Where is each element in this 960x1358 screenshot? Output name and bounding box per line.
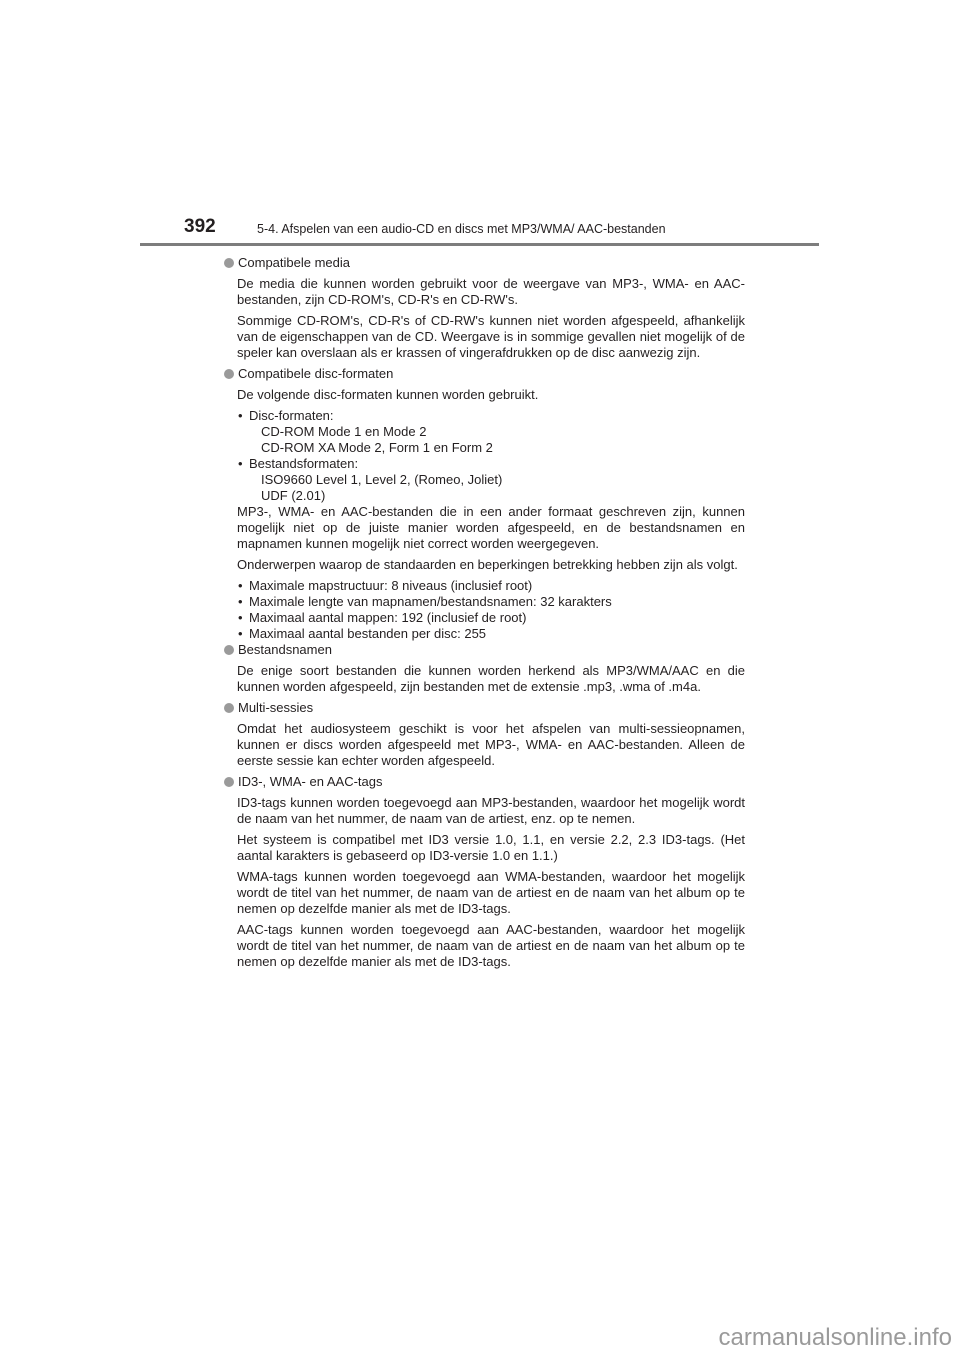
list-item: • Maximale mapstructuur: 8 niveaus (inclusief root) — [237, 578, 745, 594]
watermark-link[interactable]: carmanualsonline.info — [718, 1324, 952, 1351]
paragraph: De volgende disc-formaten kunnen worden gebruikt. — [237, 387, 539, 402]
bullet-dot-icon — [224, 258, 234, 268]
bullet-dot-icon — [224, 703, 234, 713]
header-rule — [140, 243, 819, 246]
limits-list — [237, 578, 745, 642]
heading-text: Multi-sessies — [238, 700, 314, 715]
sub-item: CD-ROM Mode 1 en Mode 2 — [261, 424, 427, 439]
list-item — [237, 408, 745, 456]
page-content — [224, 255, 745, 975]
heading-text: ID3-, WMA- en AAC-tags — [238, 774, 383, 789]
paragraph: De enige soort bestanden die kunnen worden herkend als MP3/WMA/AAC en die kunnen worden afgespeeld, zijn bestanden met de extensie .mp3, .wma of .m4a. — [237, 663, 745, 694]
section-heading — [224, 774, 745, 790]
paragraph: Onderwerpen waarop de standaarden en beperkingen betrekking hebben zijn als volgt. — [237, 557, 738, 572]
list-item: • Maximaal aantal bestanden per disc: 255 — [237, 626, 745, 642]
paragraph: MP3-, WMA- en AAC-bestanden die in een ander formaat geschreven zijn, kunnen mogelijk niet op de juiste manier worden afgespeeld, en de bestandsnamen en mapnamen kunnen mogelijk niet correct worden weergegeven. — [237, 504, 745, 551]
paragraph: ID3-tags kunnen worden toegevoegd aan MP3-bestanden, waardoor het mogelijk wordt de naam van het nummer, de naam van de artiest, enz. op te nemen. — [237, 795, 745, 826]
bullet-dot-icon — [224, 645, 234, 655]
format-list — [237, 408, 745, 504]
paragraph: De media die kunnen worden gebruikt voor de weergave van MP3-, WMA- en AAC-bestanden, zijn CD-ROM's, CD-R's en CD-RW's. — [237, 276, 745, 307]
paragraph: AAC-tags kunnen worden toegevoegd aan AAC-bestanden, waardoor het mogelijk wordt de titel van het nummer, de naam van de artiest en de naam van het album op te nemen op dezelfde manier als met de ID3-tags. — [237, 922, 745, 969]
section-heading — [224, 642, 745, 658]
heading-text: Compatibele media — [238, 255, 351, 270]
heading-text: Compatibele disc-formaten — [238, 366, 394, 381]
list-item: • Maximale lengte van mapnamen/bestandsnamen: 32 karakters — [237, 594, 745, 610]
paragraph: Het systeem is compatibel met ID3 versie 1.0, 1.1, en versie 2.2, 2.3 ID3-tags. (Het aantal karakters is gebaseerd op ID3-versie 1.0 en 1.1.) — [237, 832, 745, 863]
list-label: Bestandsformaten: — [249, 456, 359, 471]
sub-item: CD-ROM XA Mode 2, Form 1 en Form 2 — [261, 440, 493, 455]
bullet-dot-icon — [224, 369, 234, 379]
page-number: 392 — [184, 216, 216, 237]
paragraph: WMA-tags kunnen worden toegevoegd aan WMA-bestanden, waardoor het mogelijk wordt de titel van het nummer, de naam van de artiest en de naam van het album op te nemen op dezelfde manier als met de ID3-tags. — [237, 869, 745, 916]
sub-item: ISO9660 Level 1, Level 2, (Romeo, Joliet) — [261, 472, 503, 487]
sub-item: UDF (2.01) — [261, 488, 326, 503]
section-heading — [224, 700, 745, 716]
list-item: • Maximaal aantal mappen: 192 (inclusief de root) — [237, 610, 745, 626]
heading-text: Bestandsnamen — [238, 642, 332, 657]
paragraph: Sommige CD-ROM's, CD-R's of CD-RW's kunnen niet worden afgespeeld, afhankelijk van de eigenschappen van de CD. Weergave is in sommige gevallen niet mogelijk of de speler kan overslaan als er krassen of vingerafdrukken op de disc aanwezig zijn. — [237, 313, 745, 360]
list-item — [237, 456, 745, 504]
list-label: Disc-formaten: — [249, 408, 334, 423]
bullet-dot-icon — [224, 777, 234, 787]
section-title: 5-4. Afspelen van een audio-CD en discs met MP3/WMA/ AAC-bestanden — [257, 222, 666, 236]
section-heading — [224, 255, 745, 271]
section-heading — [224, 366, 745, 382]
paragraph: Omdat het audiosysteem geschikt is voor het afspelen van multi-sessieopnamen, kunnen er discs worden afgespeeld met MP3-, WMA- en AAC-bestanden. Alleen de eerste sessie kan echter worden afgespeeld. — [237, 721, 745, 768]
